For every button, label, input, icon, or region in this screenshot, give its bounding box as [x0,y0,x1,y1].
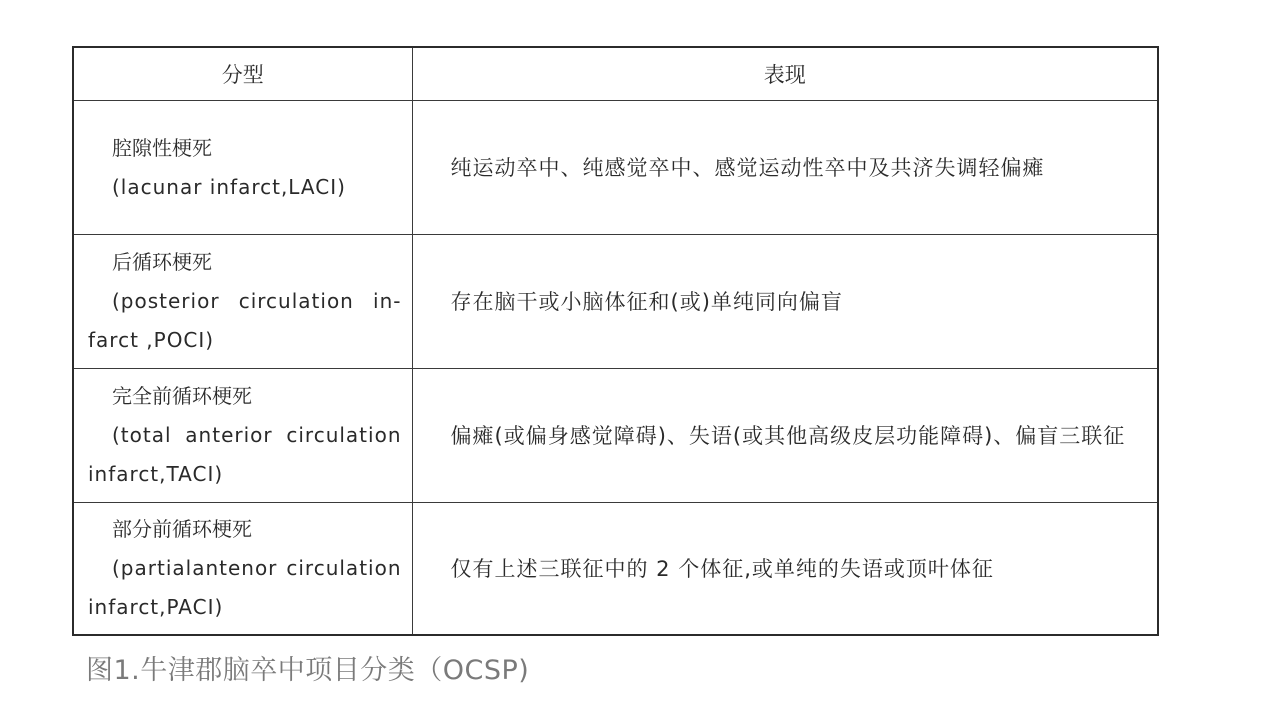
description-cell [412,369,1158,503]
description-text: 纯运动卒中、纯感觉卒中、感觉运动性卒中及共济失调轻偏瘫 [450,155,1045,180]
type-name-en: (lacunar infarct,LACI) [112,174,346,199]
figure-caption: 图1.牛津郡脑卒中项目分类（OCSP) [86,655,530,686]
type-name-cn: 完全前循环梗死 [112,384,252,408]
table-row [73,369,1158,503]
table-row [73,503,1158,636]
type-cell [73,235,412,369]
type-cell [73,503,412,636]
description-cell [412,101,1158,235]
table-row [73,101,1158,235]
table-header-row [73,47,1158,101]
table-row [73,235,1158,369]
type-cell [73,369,412,503]
type-name-en: (partialantenor circulation infarct,PACI) [88,556,402,619]
type-name-cn: 部分前循环梗死 [112,517,252,541]
ocsp-classification-table [72,46,1159,636]
description-text: 偏瘫(或偏身感觉障碍)、失语(或其他高级皮层功能障碍)、偏盲三联征 [450,423,1126,448]
type-name-cn: 后循环梗死 [112,250,212,274]
type-name-cn: 腔隙性梗死 [112,135,212,160]
description-cell [412,235,1158,369]
description-text: 存在脑干或小脑体征和(或)单纯同向偏盲 [450,289,843,314]
type-name-en: (total anterior circulation infarct,TACI) [88,423,402,486]
description-cell [412,503,1158,636]
type-name-en: (posterior circulation in-farct ,POCI) [88,289,402,352]
type-cell [73,101,412,235]
description-text: 仅有上述三联征中的 2 个体征,或单纯的失语或顶叶体征 [450,556,994,581]
header-manifestation: 表现 [412,47,1158,101]
header-type: 分型 [73,47,412,101]
